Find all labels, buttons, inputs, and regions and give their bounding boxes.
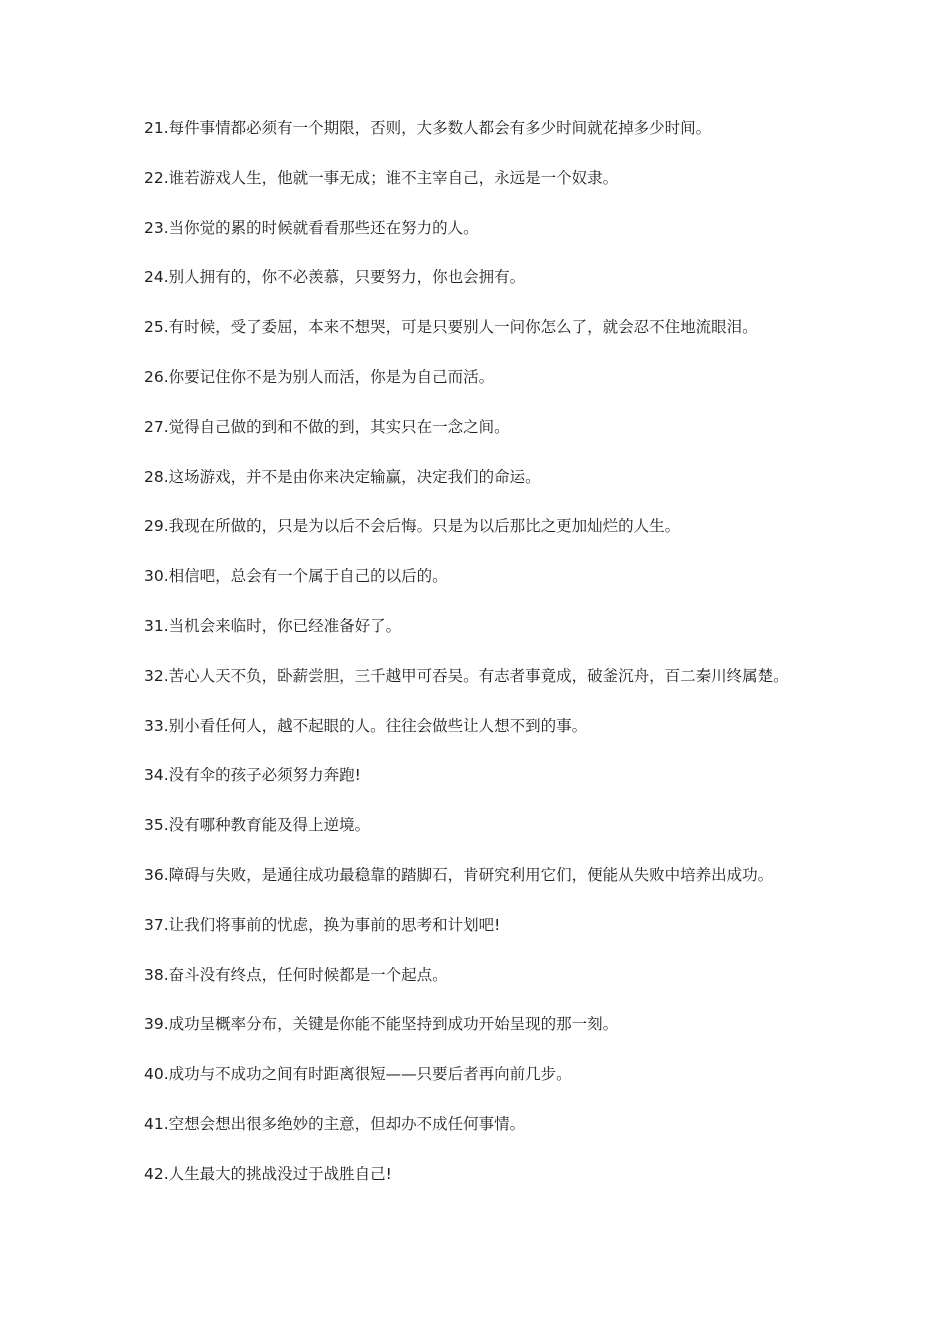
quote-list [144, 116, 824, 1212]
quote-33: 33.别小看任何人，越不起眼的人。往往会做些让人想不到的事。 [144, 716, 588, 735]
quote-42: 42.人生最大的挑战没过于战胜自己! [144, 1164, 392, 1183]
quote-35: 35.没有哪种教育能及得上逆境。 [144, 816, 371, 835]
quote-39: 39.成功呈概率分布，关键是你能不能坚持到成功开始呈现的那一刻。 [144, 1015, 619, 1034]
quote-28: 28.这场游戏，并不是由你来决定输赢，决定我们的命运。 [144, 467, 541, 486]
quote-41: 41.空想会想出很多绝妙的主意，但却办不成任何事情。 [144, 1114, 526, 1133]
quote-37: 37.让我们将事前的忧虑，换为事前的思考和计划吧! [144, 915, 501, 934]
quote-32: 32.苦心人天不负，卧薪尝胆，三千越甲可吞吴。有志者事竟成，破釜沉舟，百二秦川终属楚。 [144, 666, 789, 685]
quote-29: 29.我现在所做的，只是为以后不会后悔。只是为以后那比之更加灿烂的人生。 [144, 517, 681, 536]
quote-38: 38.奋斗没有终点，任何时候都是一个起点。 [144, 965, 448, 984]
quote-22: 22.谁若游戏人生，他就一事无成；谁不主宰自己，永远是一个奴隶。 [144, 168, 619, 187]
quote-26: 26.你要记住你不是为别人而活，你是为自己而活。 [144, 367, 495, 386]
quote-24: 24.别人拥有的，你不必羡慕，只要努力，你也会拥有。 [144, 268, 526, 287]
quote-31: 31.当机会来临时，你已经准备好了。 [144, 616, 402, 635]
quote-21: 21.每件事情都必须有一个期限，否则，大多数人都会有多少时间就花掉多少时间。 [144, 119, 712, 137]
quote-30: 30.相信吧，总会有一个属于自己的以后的。 [144, 567, 448, 586]
quote-36: 36.障碍与失败，是通往成功最稳靠的踏脚石，肯研究利用它们，便能从失败中培养出成功。 [144, 865, 774, 884]
quote-23: 23.当你觉的累的时候就看看那些还在努力的人。 [144, 218, 479, 237]
quote-25: 25.有时候，受了委屈，本来不想哭，可是只要别人一问你怎么了，就会忍不住地流眼泪。 [144, 318, 758, 337]
quote-40: 40.成功与不成功之间有时距离很短——只要后者再向前几步。 [144, 1065, 572, 1084]
quote-34: 34.没有伞的孩子必须努力奔跑! [144, 766, 361, 785]
quote-27: 27.觉得自己做的到和不做的到，其实只在一念之间。 [144, 417, 510, 436]
